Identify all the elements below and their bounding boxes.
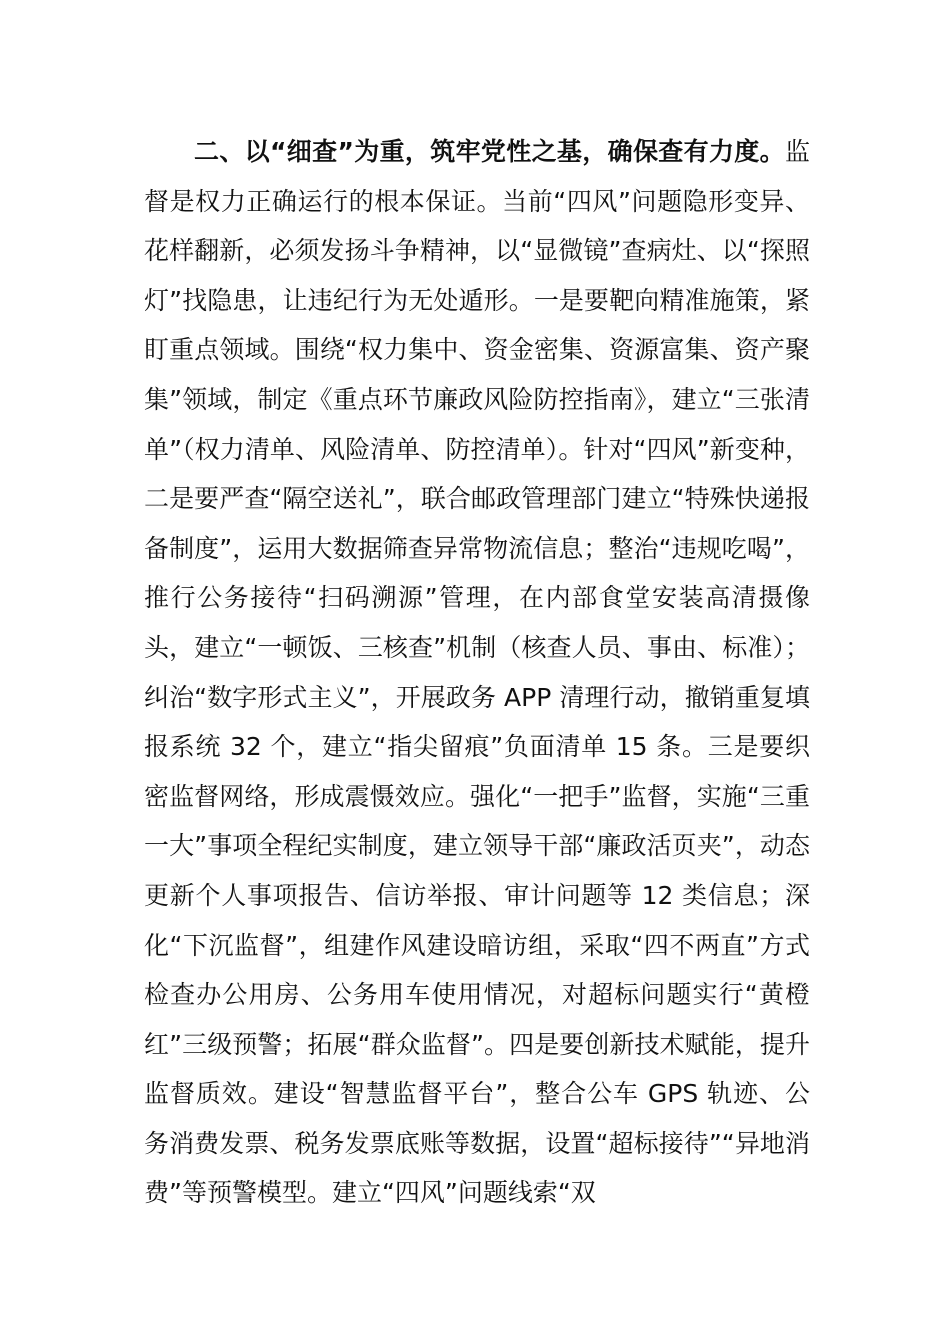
document-body <box>144 127 810 1218</box>
body-paragraph <box>144 127 810 1218</box>
section-heading: 二、以“细查”为重，筑牢党性之基，确保查有力度。 <box>194 137 785 166</box>
paragraph-text: 监督是权力正确运行的根本保证。当前“四风”问题隐形变异、花样翻新，必须发扬斗争精神，以“显微镜”查病灶、以“探照灯”找隐患，让违纪行为无处遁形。一是要靶向精准施策，紧盯重点领域。围绕“权力集中、资金密集、资源富集、资产聚集”领域，制定《重点环节廉政风险防控指南》，建立“三张清单”（权力清单、风险清单、防控清单）。针对“四风”新变种，二是要严查“隔空送礼”，联合邮政管理部门建立“特殊快递报备制度”，运用大数据筛查异常物流信息；整治“违规吃喝”，推行公务接待“扫码溯源”管理，在内部食堂安装高清摄像头，建立“一顿饭、三核查”机制（核查人员、事由、标准）；纠治“数字形式主义”，开展政务 APP 清理行动，撤销重复填报系统 32 个，建立“指尖留痕”负面清单 15 条。三是要织密监督网络，形成震慑效应。强化“一把手”监督，实施“三重一大”事项全程纪实制度，建立领导干部“廉政活页夹”，动态更新个人事项报告、信访举报、审计问题等 12 类信息；深化“下沉监督”，组建作风建设暗访组，采取“四不两直”方式检查办公用房、公务用车使用情况，对超标问题实行“黄橙红”三级预警；拓展“群众监督”。四是要创新技术赋能，提升监督质效。建设“智慧监督平台”，整合公车 GPS 轨迹、公务消费发票、税务发票底账等数据，设置“超标接待”“异地消费”等预警模型。建立“四风”问题线索“双 <box>144 137 810 1208</box>
